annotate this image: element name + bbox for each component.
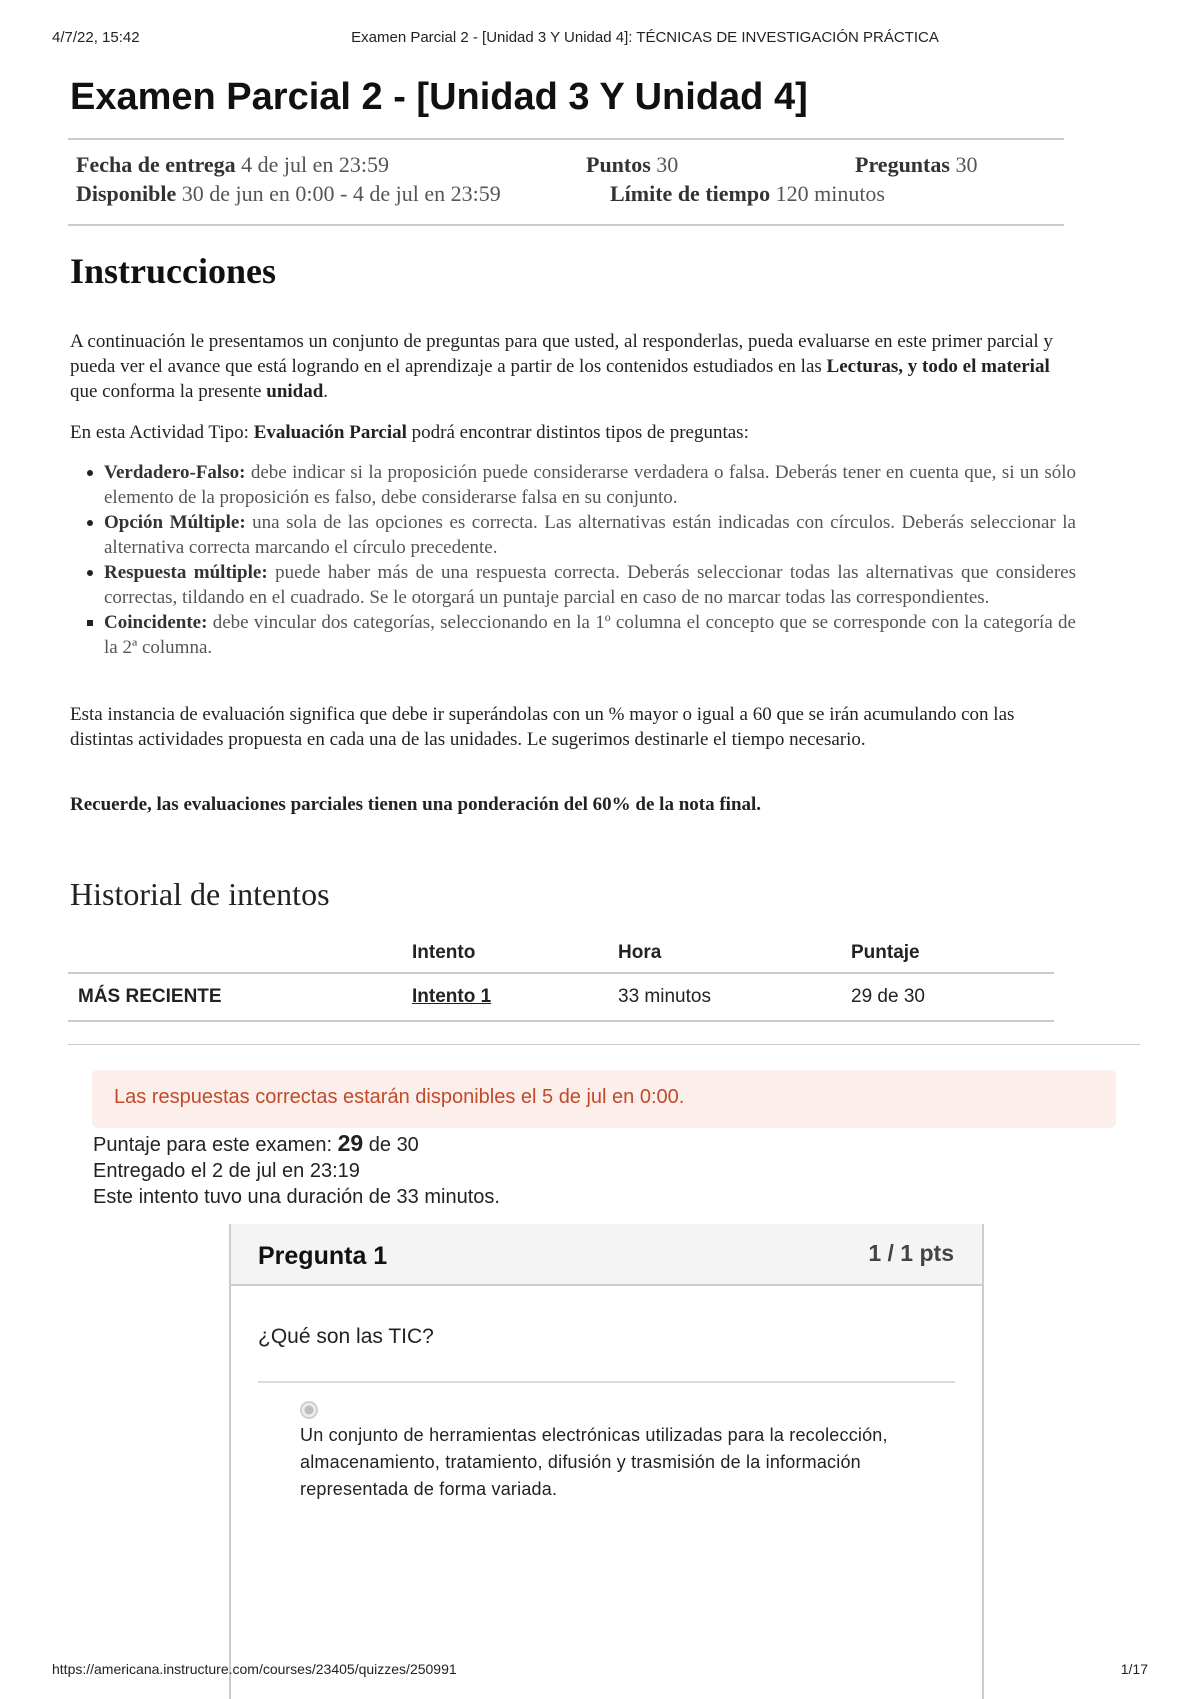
bullet-term: Respuesta múltiple: [104,562,268,583]
column-header: Intento [402,932,608,973]
bullet-term: Coincidente: [104,612,208,633]
exam-score [93,1130,500,1158]
column-header [68,932,402,973]
p1-text-2: que conforma la presente [70,381,267,402]
questions-value: 30 [955,152,978,177]
answer-text: Un conjunto de herramientas electrónicas utilizadas para la recolección, almacenamiento, tratamiento, difusión y trasmisión de la información representada de forma variada. [300,1425,888,1499]
page-number: 1/17 [1120,1661,1148,1677]
attempt-link[interactable]: Intento 1 [412,986,492,1007]
question-header [231,1224,982,1286]
bullet-text: una sola de las opciones es correcta. Las alternativas están indicadas con círculos. Deberás seleccionar la alternativa correcta marcando el círculo precedente. [104,512,1076,558]
p1-bold-1: Lecturas, y todo el material [826,356,1050,377]
history-heading: Historial de intentos [70,876,330,912]
availability [76,181,501,207]
attempt-time: 33 minutos [608,973,841,1021]
p1-end: . [323,381,329,402]
bullet-text: debe indicar si la proposición puede considerarse verdadera o falsa. Deberás tener en cuenta que, si un sólo elemento de la proposición es falso, debe considerarse falsa en su conjunto. [104,462,1076,508]
questions [855,152,977,178]
due-date [76,152,389,178]
instructions-heading: Instrucciones [70,251,276,291]
divider [68,1044,1140,1045]
due-label: Fecha de entrega [76,152,236,177]
time-limit [610,181,885,207]
quiz-meta [68,138,1064,226]
p2-text-2: podrá encontrar distintos tipos de preguntas: [406,422,749,443]
list-item [104,560,1076,610]
instructions-paragraph-3: Esta instancia de evaluación significa que debe ir superándolas con un % mayor o igual a 60 que se irán acumulando con las distintas actividades propuesta en cada una de las unidades. Le sugerimos destinarle el tiempo necesario. [70,704,1015,750]
p1-bold-2: unidad [266,381,324,402]
attempt-label: MÁS RECIENTE [68,973,402,1021]
available-label: Disponible [76,181,177,206]
column-header: Puntaje [841,932,1054,973]
points-value: 30 [656,152,679,177]
available-value: 30 de jun en 0:00 - 4 de jul en 23:59 [181,181,501,206]
question-types-list [82,460,1076,660]
points [586,152,678,178]
instructions-paragraph-4: Recuerde, las evaluaciones parciales tienen una ponderación del 60% de la nota final. [70,794,762,815]
notice-text: Las respuestas correctas estarán disponibles el 5 de jul en 0:00. [114,1086,685,1108]
print-document-title: Examen Parcial 2 - [Unidad 3 Y Unidad 4]: TÉCNICAS DE INVESTIGACIÓN PRÁCTICA [351,29,939,46]
score-prefix: Puntaje para este examen: [93,1134,338,1156]
table-row [68,973,1054,1021]
list-item [104,510,1076,560]
bullet-text: debe vincular dos categorías, seleccionando en la 1º columna el concepto que se corresponde con la categoría de la 2ª columna. [104,612,1076,658]
due-value: 4 de jul en 23:59 [241,152,390,177]
score-suffix: de 30 [363,1134,419,1156]
questions-label: Preguntas [855,152,950,177]
instructions-paragraph-2 [70,420,1060,445]
instructions-paragraph-1 [70,329,1060,404]
answers-notice [92,1070,1116,1128]
score-value: 29 [337,1130,364,1156]
p1-text: A continuación le presentamos un conjunto de preguntas para que usted, al responderlas, pueda evaluarse en este primer parcial y pueda ver el avance que está logrando en el aprendizaje a partir de los contenidos estudiados en las [70,331,1053,377]
page-title: Examen Parcial 2 - [Unidad 3 Y Unidad 4] [70,76,808,118]
p2-bold: Evaluación Parcial [253,422,407,443]
bullet-text: puede haber más de una respuesta correcta. Deberás seleccionar todas las alternativas que consideres correctas, tildando en el cuadrado. Se le otorgará un puntaje parcial en caso de no marcar todas las correspondientes. [104,562,1077,608]
question-card [229,1224,984,1699]
score-summary [93,1130,500,1210]
history-table [68,932,1054,1022]
answer-radio[interactable] [300,1401,318,1419]
question-text: ¿Qué son las TIC? [258,1325,434,1348]
time-limit-label: Límite de tiempo [610,181,771,206]
bullet-term: Opción Múltiple: [104,512,246,533]
time-limit-value: 120 minutos [775,181,885,206]
print-date: 4/7/22, 15:42 [52,29,140,46]
question-title: Pregunta 1 [258,1242,388,1270]
attempt-duration: Este intento tuvo una duración de 33 minutos. [93,1186,500,1208]
question-points: 1 / 1 pts [868,1240,954,1266]
table-header-row [68,932,1054,973]
divider [258,1381,955,1383]
bullet-term: Verdadero-Falso: [104,462,246,483]
list-item [104,610,1076,660]
p2-text: En esta Actividad Tipo: [70,422,254,443]
points-label: Puntos [586,152,651,177]
print-url: https://americana.instructure.com/courses/23405/quizzes/250991 [52,1661,457,1677]
attempt-score: 29 de 30 [841,973,1054,1021]
column-header: Hora [608,932,841,973]
list-item [104,460,1076,510]
submitted-date: Entregado el 2 de jul en 23:19 [93,1160,360,1182]
